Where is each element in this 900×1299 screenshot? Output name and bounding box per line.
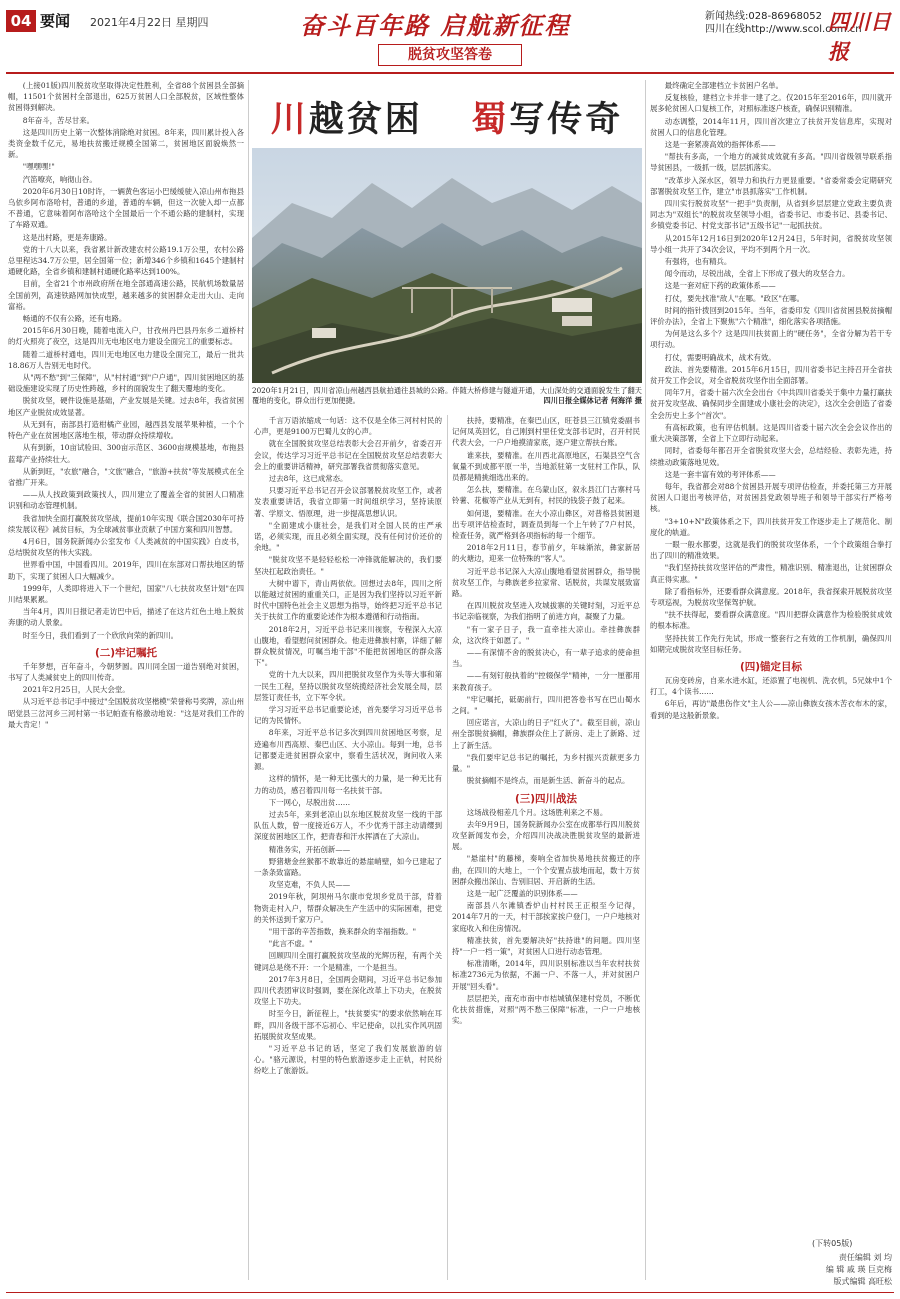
- paragraph: 反复核验，建档立卡并非一建了之。仅2015年至2016年，四川就开展多轮贫困人口复核工作，对照标准逐户核查，确保识别精准。: [650, 93, 892, 114]
- paragraph: "全面建成小康社会，是我们对全国人民的庄严承诺，必须实现，而且必须全面实现，没有任何讨价还价的余地。": [254, 520, 442, 553]
- paragraph: 2018年2月，习近平总书记来川视察，专程深入大凉山腹地，看望慰问贫困群众。他走进彝族村寨，详细了解群众脱贫情况，叮嘱当地干部"不能把贫困地区的群众落下"。: [254, 624, 442, 668]
- paragraph: 8年奋斗，苦尽甘来。: [22, 115, 95, 125]
- paragraph: 坚持扶贫工作先行先试，形成一整套行之有效的工作机制，确保四川如期完成脱贫攻坚目标任务。: [650, 633, 892, 654]
- editor-credits: [732, 1252, 892, 1288]
- paragraph: ——有深情不舍的脱贫决心，有一辈子追求的使命担当。: [452, 648, 640, 669]
- paragraph: 这是一起广泛覆盖的识别体系——: [466, 888, 578, 898]
- paragraph: 除了看指标外，还要看群众满意度。2018年，我省探索开展脱贫攻坚专项巡视，为脱贫攻坚保驾护航。: [650, 586, 892, 607]
- news-hotline: 新闻热线:028-86968052: [705, 11, 822, 22]
- paragraph: 这是一套紧凑高效的指挥体系——: [664, 140, 776, 150]
- article-column-4: [650, 80, 892, 1240]
- paragraph: 有强将，也有精兵。: [664, 257, 732, 267]
- paragraph: "有一家子日子，我一直牵挂大凉山。牵挂彝族群众，这次终于如愿了。": [452, 624, 640, 645]
- paragraph: 千年梦想，百年奋斗，今朝梦圆。四川同全国一道告别绝对贫困，书写了人类减贫史上的四川传奇。: [8, 661, 244, 682]
- paragraph: 同年7月，省委十届六次全会出台《中共四川省委关于集中力量打赢扶贫开发攻坚战、确保同步全面建成小康社会的决定》，这次全会创造了省委全会历史上多个"首次"。: [650, 388, 892, 420]
- paragraph: 世界看中国，中国看四川。2019年，四川在东部对口帮扶地区的帮助下，实现了贫困人口大幅减少。: [8, 560, 244, 581]
- paragraph: ——有刻钉般执着的"控辍保学"精神，一分一厘都用来教育孩子。: [452, 671, 640, 692]
- paragraph: 习近平总书记深入大凉山腹地看望贫困群众，指导脱贫攻坚工作，与彝族老乡拉家常、话脱贫，共谋发展致富路。: [452, 566, 640, 599]
- paragraph: 千言万语浓缩成一句话：这不仅是全体三河村村民的心声，更是9100万巴蜀儿女的心声。: [254, 416, 442, 437]
- paragraph: 我省加快全面打赢脱贫攻坚战，提前10年实现《联合国2030年可持续发展议程》减贫目标，为全球减贫事业贡献了中国方案和四川智慧。: [8, 513, 244, 534]
- paragraph: 脱贫攻坚，硬件设施是基础，产业发展是关键。过去8年，我省贫困地区产业脱贫成效显著。: [8, 396, 244, 417]
- paragraph: 下一网心，尽脱出贫……: [268, 797, 351, 807]
- paragraph: 回应诺言，大凉山的日子"红火了"。截至目前，凉山州全部脱贫摘帽，彝族群众住上了新房、走上了新路、过上了新生活。: [452, 718, 640, 750]
- article-column-1: [8, 80, 244, 1285]
- paragraph: 四川实行脱贫攻坚"一把手"负责制，从省到乡层层建立党政主要负责同志为"双组长"的脱贫攻坚领导小组，省委书记、市委书记、县委书记、乡镇党委书记、村党支部书记"五级书记"一起抓扶贫。: [650, 199, 892, 231]
- news-photo: [252, 148, 642, 383]
- special-column-label: 脱贫攻坚答卷: [378, 44, 522, 66]
- paragraph: 攻坚克难，不负人民——: [268, 880, 351, 890]
- paragraph: 目前，全省21个市州政府所在地全部通高速公路，民航机场数量居全国前列，高速铁路网加快成型，越来越多的贫困群众走出大山、走向富裕。: [8, 279, 244, 311]
- paragraph: 政法、首先要精准。2015年6月15日，四川省委书记主持召开全省扶贫开发工作会议，对全省脱贫攻坚作出全面部署。: [650, 364, 892, 386]
- paragraph: 从"两不愁"到"三保障"，从"村村通"到"户户通"，四川贫困地区的基础设施建设实现了历史性跨越，乡村的面貌发生了翻天覆地的变化。: [8, 373, 244, 394]
- column-divider: [645, 80, 646, 1280]
- paragraph: 从有到新，10亩试验田、300亩示范区、3600亩规模基地，布拖县蓝莓产业持续壮大。: [8, 443, 244, 464]
- newspaper-logo: 四川日报: [828, 9, 891, 64]
- paragraph: 打仗，要先找准"敌人"在哪。"政区"在哪。: [664, 293, 805, 303]
- paragraph: 回顾四川全面打赢脱贫攻坚战的光辉历程，有两个关键词总是绕不开：一个是精准，一个是担当。: [254, 951, 442, 972]
- paragraph: "牢记嘱托，砥砺前行，四川把答卷书写在巴山蜀水之间。": [452, 694, 640, 716]
- paragraph: 标准清晰，2014年，四川识别标准以当年农村扶贫标准2736元为依据，不漏一户、不落一人，并对贫困户开展"回头看"。: [452, 959, 640, 991]
- paragraph: 时至今日，新征程上，"扶贫要实"的要求依然响在耳畔，四川各级干部不忘初心、牢记使命，以扎实作风巩固拓展脱贫攻坚成果。: [254, 1009, 442, 1041]
- photo-credit: 四川日报全媒体记者 何海洋 摄: [543, 396, 642, 406]
- paragraph: 这是出村路，更是奔康路。: [22, 232, 112, 242]
- headline-part-2: 越贫困: [308, 100, 423, 140]
- continued-note: (下转05版): [812, 1239, 853, 1248]
- paragraph: "脱贫攻坚不是轻轻松松一冲锋就能解决的，我们要坚决扛起政治责任。": [254, 555, 442, 576]
- paragraph: "悬崖村"的藤梯，奏响全省加快易地扶贫搬迁的序曲，在四川的大地上，一个个安置点拔地而起，数十万贫困群众搬出深山、告别旧居、开启新的生活。: [452, 854, 640, 886]
- paragraph: "嘿嘿嘿!": [22, 162, 55, 172]
- issue-date: 2021年4月22日 星期四: [90, 16, 209, 29]
- caption-text: 2020年1月21日，四川省凉山州越西县航拍通往县城的公路。伴随大桥修建与隧道开通，大山深处的交通面貌发生了翻天覆地的变化，群众出行更加便捷。: [252, 386, 642, 406]
- paragraph: 这样的情怀，是一种无比强大的力量，是一种无比有力的动员，感召着四川每一名扶贫干部。: [254, 774, 442, 795]
- headline-part-4: 写传奇: [509, 100, 624, 140]
- paragraph: 脱贫摘帽不是终点，而是新生活、新奋斗的起点。: [466, 776, 630, 786]
- paragraph: 一眼一般水都要，这就是我们的脱贫攻坚体系，一个个政策组合拳打出了四川的精准效果。: [650, 539, 892, 561]
- paragraph: 谁来扶，要精准。在川西北高原地区，石渠县空气含氧量不到成都平原一半，当地派驻第一支驻村工作队，队员都是精挑细选出来的。: [452, 450, 640, 483]
- paragraph: 怎么扶，要精准。在乌蒙山区，叙永县江门古寨村马铃薯、花椒等产业从无到有，村民的钱袋子鼓了起来。: [452, 485, 640, 506]
- paragraph: 2021年2月25日，人民大会堂。: [22, 685, 130, 695]
- website-url: 四川在线http://www.scol.com.cn: [705, 24, 862, 35]
- paragraph: 畅通的不仅有公路，还有电路。: [22, 314, 127, 324]
- paragraph: 野猪塘金丝猴都不敢靠近的悬崖峭壁，如今已建起了一条条致富路。: [254, 856, 442, 877]
- paragraph: 2018年2月11日，春节前夕，年味渐浓，彝家新居的火塘边，迎来一位特殊的"客人"。: [452, 543, 640, 564]
- subhead: (三)四川战法: [514, 792, 578, 805]
- paragraph: 层层把关，南充市南中市桔城镇保建村党员，不断优化扶贫措施，对照"两不愁三保障"标准，一户一户地核实。: [452, 993, 640, 1026]
- headline-part-1: 川: [270, 100, 309, 140]
- paragraph: 时至今日，我们看到了一个欣欣向荣的新四川。: [22, 630, 179, 640]
- paragraph: 动态调整，2014年11月，四川首次建立了扶贫开发信息库，实现对贫困人口的信息化管理。: [650, 116, 892, 137]
- subhead: (四)锚定目标: [739, 660, 803, 673]
- paragraph: 去年9月9日，国务院新闻办公室在成都举行四川脱贫攻坚新闻发布会，介绍四川决战决胜脱贫攻坚的最新进展。: [452, 819, 640, 852]
- paragraph: "习近平总书记的话，坚定了我们发展旅游的信心。"骆元源说，村里的特色旅游逐步走上正轨，村民纷纷吃上了旅游饭。: [254, 1043, 442, 1076]
- paragraph: ——从人找政策到政策找人，四川建立了覆盖全省的贫困人口精准识别和动态管理机制。: [8, 490, 244, 511]
- paragraph: 从习近平总书记手中接过"全国脱贫攻坚楷模"荣誉称号奖牌，凉山州昭觉县三岔河乡三河村第一书记帕查有格激动地说："这是对我们工作的最大肯定！": [8, 697, 244, 729]
- paragraph: "扶不扶得起，要看群众满意度。"四川把群众满意作为检验脱贫成效的根本标准。: [650, 610, 892, 631]
- paragraph: 大树中谱下，青山两依依。回想过去8年，四川之所以能越过贫困的重重关口，正是因为我们坚持以习近平新时代中国特色社会主义思想为指导，始终把习近平总书记关于扶贫工作的重要论述作为根本遵循和行动指南。: [254, 578, 442, 622]
- editor-in-charge: 责任编辑 刘 均: [838, 1253, 892, 1262]
- paragraph: 扶持，要精准，在秦巴山区，旺苍县三江镇党委副书记何凤英回忆，自己刚到村里任党支部书记时，召开村民代表大会，一户户地摸清家底，逐户建立帮扶台账。: [452, 416, 640, 448]
- main-headline: [252, 92, 642, 140]
- paragraph: 最终确定全部建档立卡贫困户名单。: [664, 81, 784, 90]
- photo-caption: [252, 386, 642, 407]
- paragraph: 时间的指针拨回到2015年。当年，省委印发《四川省贫困县脱贫摘帽评价办法》，全省上下聚焦"六个精准"，细化落实各项措施。: [650, 305, 892, 327]
- paragraph: 党的十九大以来，四川把脱贫攻坚作为头等大事和第一民生工程，坚持以脱贫攻坚统揽经济社会发展全局，层层签订责任书，立下军令状。: [254, 670, 442, 702]
- paragraph: 2020年6月30日10时许，一辆黄色客运小巴缓缓驶入凉山州布拖县乌依乡阿布洛哈村，普通的乡道，普通的车辆，但这一次驶入却一点都不普通，它意味着阿布洛哈这个全国最后一个不通公路的建制村，实现了车路双通。: [8, 186, 244, 230]
- paragraph: "此言不虚。": [268, 939, 313, 949]
- paragraph: 2017年3月8日，全国两会期间，习近平总书记参加四川代表团审议时强调，要在深化改革上下功夫，在脱贫攻坚上下功夫。: [254, 974, 442, 1007]
- column-divider: [447, 415, 448, 1280]
- paragraph: 1999年，人类即将进入下一个世纪，国家"八七扶贫攻坚计划"在四川结果累累。: [8, 583, 244, 604]
- article-column-3: [452, 415, 640, 1285]
- paragraph: "改革步入深水区，领导力和执行力更显重要。"省委常委会定期研究部署脱贫攻坚工作，建立"市县抓落实"工作机制。: [650, 175, 892, 196]
- paragraph: 闻令而动，尽锐出战，全省上下形成了强大的攻坚合力。: [664, 269, 850, 279]
- article-column-2: [254, 415, 442, 1285]
- paragraph: 2019年秋，阿坝州马尔康市党坝乡党员干部，背着物资走村入户，帮群众解决生产生活中的实际困难，把党的关怀送到千家万户。: [254, 892, 442, 924]
- paragraph: 8年来，习近平总书记多次到四川贫困地区考察，足迹遍布川西高原、秦巴山区、大小凉山。每到一地，总书记都要走进贫困群众家中，察看生活状况，询问收入来源。: [254, 728, 442, 772]
- paragraph: 瓦房变砖房，自来水进水缸，还添置了电视机、洗衣机，5兄妹中1个打工，4个读书……: [650, 675, 892, 697]
- paragraph: (上接01版)四川脱贫攻坚取得决定性胜利，全省88个贫困县全部摘帽，11501个贫困村全部退出，625万贫困人口全部脱贫，区域性整体贫困得到解决。: [8, 81, 244, 113]
- paragraph: 这场战役相差几个月。这场胜利来之不易。: [466, 807, 608, 817]
- paragraph: 过去8年，这已成常态。: [268, 474, 348, 484]
- paragraph: 6年后，再访"最患伤作文"主人公——凉山彝族女孩木苦衣布木的家，看到的是这般新景象。: [650, 699, 892, 720]
- paragraph: 学习习近平总书记重要论述，首先要学习习近平总书记的为民情怀。: [254, 705, 442, 726]
- paragraph: 打仗，需要明确战术，战术有效。: [664, 352, 776, 362]
- section-name: 要闻: [40, 12, 71, 30]
- paragraph: 当年4月，四川日报记者走访巴中后，描述了在这片红色土地上脱贫奔康的动人景象。: [8, 607, 244, 628]
- paragraph: 每年，我省都会对88个贫困县开展专项评估检查，并委托第三方开展贫困人口退出考核评估，对贫困县党政领导班子和领导干部实行严格考核。: [650, 481, 892, 514]
- paragraph: 2015年6月30日晚，随着电流入户，甘孜州丹巴县丹东乡二道桥村的灯火照亮了夜空，这是四川无电地区电力建设全面完工的重要标志。: [8, 326, 244, 347]
- paragraph: 在四川脱贫攻坚进入攻城拔寨的关键时刻，习近平总书记亲临视察，为我们指明了前进方向，凝聚了力量。: [452, 601, 640, 622]
- layout-editor: 版式编辑 高旺松: [833, 1277, 892, 1286]
- paragraph: 从2015年12月16日到2020年12月24日，5年时间，省脱贫攻坚领导小组一共开了34次会议，平均不到两个月一次。: [650, 233, 892, 254]
- paragraph: 精准务实，开拓创新——: [268, 844, 351, 854]
- paragraph: 从无到有，南部县打造柑橘产业园，越西县发展苹果种植，一个个特色产业在贫困地区落地生根，带动群众持续增收。: [8, 419, 244, 441]
- paragraph: 这是一套丰富有效的考评体系——: [664, 469, 776, 479]
- paragraph: 4月6日，国务院新闻办公室发布《人类减贫的中国实践》白皮书，总结脱贫攻坚的伟大实践。: [8, 536, 244, 558]
- paragraph: 南部县八尔滩镇香炉山村村民王正根至今记得，2014年7月的一天，村干部挨家挨户登门，一户户地核对家庭收入和住房情况。: [452, 901, 640, 933]
- paragraph: 汽笛嘹亮，响彻山谷。: [22, 174, 97, 184]
- paragraph: 为何是这么多个？这是四川扶贫面上的"硬任务"，全省分解为若干专项行动。: [650, 329, 892, 350]
- editors: 编 辑 戚 瑛 巨克梅: [825, 1265, 892, 1274]
- paragraph: 就在全国脱贫攻坚总结表彰大会召开前夕，省委召开会议，传达学习习近平总书记在全国脱贫攻坚总结表彰大会上的重要讲话精神，研究部署我省贯彻落实意见。: [254, 439, 442, 471]
- paragraph: "3+10+N"政策体系之下，四川扶贫开发工作逐步走上了规范化、制度化的轨道。: [650, 516, 892, 537]
- banner-slogan: 奋斗百年路 启航新征程: [300, 11, 571, 40]
- page-header: [0, 0, 900, 72]
- paragraph: 有高标政策，也有评估机制。这是四川省委十届六次全会会议作出的重大决策部署，全省上下立即行动起来。: [650, 422, 892, 444]
- paragraph: 如何退，要精准。在大小凉山彝区，对普格县贫困退出专项评估检查时，调查员到每一个上午转了7户村民，检查任务，就严格到各项指标的每一个细节。: [452, 508, 640, 541]
- paragraph: 同时，省委每年都召开全省脱贫攻坚大会，总结经验、表彰先进，持续推动政策落地见效。: [650, 446, 892, 467]
- paragraph: "我们要牢记总书记的嘱托，为乡村振兴贡献更多力量。": [452, 752, 640, 774]
- paragraph: 从新到旺，"农旅"融合，"文旅"融合，"旅游+扶贫"等发展模式在全省推广开来。: [8, 466, 244, 487]
- page-number: 04: [6, 10, 36, 32]
- headline-part-3: 蜀: [471, 100, 510, 140]
- header-rule: [6, 72, 894, 74]
- paragraph: "我们坚持扶贫攻坚评估的严肃性，精准识别、精准退出，让贫困群众真正得实惠。": [650, 563, 892, 584]
- subhead: (二)牢记嘱托: [94, 646, 158, 659]
- footer-rule: [6, 1292, 894, 1293]
- paragraph: 这是四川历史上第一次整体消除绝对贫困。8年来，四川累计投入各类资金数千亿元，易地扶贫搬迁规模全国第二，贫困地区面貌焕然一新。: [8, 127, 244, 160]
- paragraph: 党的十八大以来，我省累计新改建农村公路19.1万公里，农村公路总里程达34.7万公里，居全国第一位；新增346个乡镇和1645个建制村通硬化路，全省乡镇和建制村通硬化路率达到100%。: [8, 244, 244, 277]
- paragraph: "帮扶有多高，一个地方的减贫成效就有多高。"四川省级领导联系指导贫困县，一级抓一级，层层抓落实。: [650, 152, 892, 173]
- column-divider: [248, 80, 249, 1280]
- paragraph: 过去5年，来到老凉山以东地区脱贫攻坚一线的干部队伍人数，曾一度接近6万人，不少优秀干部主动请缨到深度贫困地区工作，把青春和汗水挥洒在了大凉山。: [254, 809, 442, 842]
- paragraph: 随着二道桥村通电，四川无电地区电力建设全面完工，最后一批共18.86万人告别无电时代。: [8, 349, 244, 370]
- paragraph: 精准扶贫，首先要解决好"扶持谁"的问题。四川坚持"一户一档一策"，对贫困人口进行动态管理。: [452, 935, 640, 956]
- paragraph: 这是一套对症下药的政策体系——: [664, 281, 776, 291]
- paragraph: 只要习近平总书记召开会议部署脱贫攻坚工作，或者发表重要讲话，我省立即第一时间组织学习，坚持读原著、学原文、悟原理，进一步提高思想认识。: [254, 486, 442, 518]
- paragraph: "用干部的辛苦指数，换来群众的幸福指数。": [268, 926, 417, 936]
